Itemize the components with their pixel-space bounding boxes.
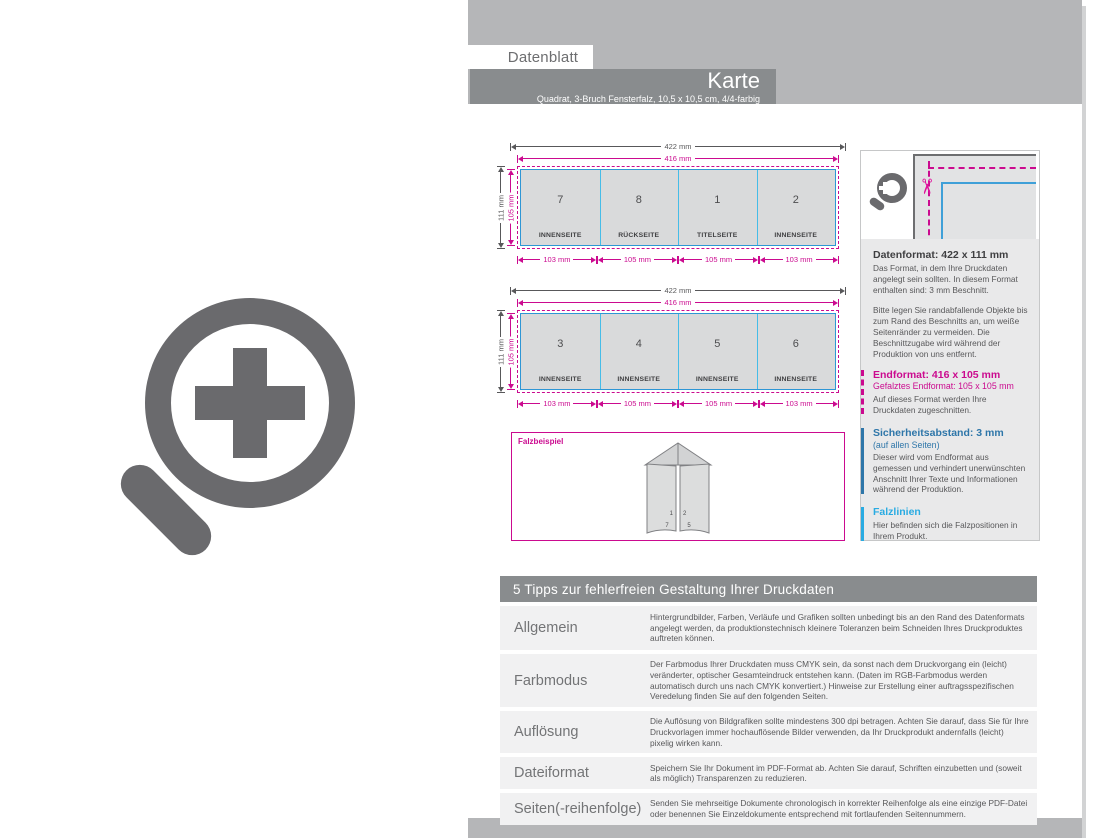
sicherheitsabstand-accent xyxy=(861,428,864,494)
table-row xyxy=(500,606,1037,650)
tip-label: Dateiformat xyxy=(514,765,589,782)
plus-icon xyxy=(233,348,267,458)
panel-label: RÜCKSEITE xyxy=(618,232,660,239)
tip-text: Senden Sie mehrseitige Dokumente chronologisch in korrekter Reihenfolge als eine einzige PDF-Datei oder benennen Sie Einzeldokumente entsprechend mit fortlaufenden Seitennummern. xyxy=(650,798,1028,820)
panel-number: 4 xyxy=(635,338,642,350)
panel-label: INNENSEITE xyxy=(774,232,818,239)
scissors-icon: ✂ xyxy=(914,177,938,196)
plus-icon xyxy=(883,182,887,194)
sheet-endformat xyxy=(520,313,836,390)
table-row xyxy=(500,654,1037,707)
dimension-height-outer xyxy=(496,310,505,393)
endformat-line xyxy=(941,182,943,239)
tips-table xyxy=(500,606,1037,829)
dimension-panel-width: 105 mm xyxy=(678,399,759,408)
section-paragraph: Hier befinden sich die Falzpositionen in Ihrem Produkt. xyxy=(873,520,1018,542)
sheet-bleed-frame xyxy=(517,166,839,249)
section-paragraph: Das Format, in dem Ihre Druckdaten angelegt sein sollten. In diesem Format enthalten sind: 3 mm Beschnitt. xyxy=(873,263,1018,295)
panel-width-dimensions xyxy=(517,255,839,264)
dim-label: 105 mm xyxy=(505,193,515,222)
panel-label: INNENSEITE xyxy=(695,376,739,383)
panel-number: 7 xyxy=(557,194,564,206)
section-paragraph: Auf dieses Format werden Ihre Druckdaten zugeschnitten. xyxy=(873,393,987,415)
page-subtitle: Quadrat, 3-Bruch Fensterfalz, 10,5 x 10,5 cm, 4/4-farbig xyxy=(536,93,760,104)
panel-number: 2 xyxy=(792,194,799,206)
zoom-in-icon xyxy=(110,298,360,560)
bleed-illustration xyxy=(861,151,1039,239)
panel-label: INNENSEITE xyxy=(538,376,582,383)
dimension-panel-width: 103 mm xyxy=(517,399,597,408)
fold-example-illustration xyxy=(635,437,721,537)
dim-label: 111 mm xyxy=(495,338,505,365)
section-heading: Falzlinien xyxy=(873,506,921,519)
dim-label: 422 mm xyxy=(664,285,692,295)
tip-label: Farbmodus xyxy=(514,672,588,689)
sheet-endformat xyxy=(520,169,836,246)
dimension-width-inner xyxy=(517,298,839,307)
panel-width-dimensions xyxy=(517,399,839,408)
falzlinien-accent xyxy=(861,507,864,541)
section-heading: Datenformat: 422 x 111 mm xyxy=(873,249,1009,261)
dimension-panel-width: 103 mm xyxy=(517,255,597,264)
table-row xyxy=(500,793,1037,825)
fold-digit: 2 xyxy=(683,511,687,517)
tip-label: Auflösung xyxy=(514,724,579,741)
fold-example-label: Falzbeispiel xyxy=(518,437,564,446)
section-datenformat xyxy=(873,249,1029,359)
section-falzlinien xyxy=(873,506,1029,542)
panel-number: 1 xyxy=(714,194,721,206)
section-subheading: (auf allen Seiten) xyxy=(873,439,940,450)
info-sidebar xyxy=(860,150,1040,541)
panel-number: 3 xyxy=(557,338,564,350)
fold-example-box xyxy=(511,432,845,541)
section-paragraph: Dieser wird vom Endformat aus gemessen und verhindert unerwünschten Anschnitt Ihrer Texte und Informationen während der Produktion. xyxy=(873,452,1026,495)
sheet-corner-detail xyxy=(913,154,1036,239)
panel-label: INNENSEITE xyxy=(617,376,661,383)
dimension-panel-width: 105 mm xyxy=(597,255,678,264)
tip-label: Seiten(-reihenfolge) xyxy=(514,801,642,818)
tab-label: Datenblatt xyxy=(507,48,579,66)
fold-digit: 7 xyxy=(665,523,669,529)
page-title: Karte xyxy=(707,68,760,94)
tip-text: Hintergrundbilder, Farben, Verläufe und Grafiken sollten unbedingt bis an den Rand des Datenformats angelegt werden, da produktionstechnisch kleinere Toleranzen beim Schneiden Ihres Druckproduktes auftreten können. xyxy=(650,611,1025,644)
dim-label: 111 mm xyxy=(495,194,505,221)
fold-digit: 5 xyxy=(687,523,691,529)
dimension-panel-width: 105 mm xyxy=(597,399,678,408)
tip-text: Die Auflösung von Bildgrafiken sollte mindestens 300 dpi betragen. Achten Sie darauf, dass Sie für Ihre Druckvorlagen immer hochauflösende Bilder verwenden, da Ihr Druckprodukt andernfalls (leicht) pixelig wirken kann. xyxy=(650,716,1029,748)
dimension-width-inner xyxy=(517,154,839,163)
section-heading: Endformat: 416 x 105 mm xyxy=(873,369,1001,382)
sidebar-text xyxy=(861,239,1039,540)
tip-text: Der Farbmodus Ihrer Druckdaten muss CMYK sein, da sonst nach dem Druckvorgang ein (leicht) veränderter, optischer Gesamteindruck entstehen kann. (Daten im RGB-Farbmodus werden automatisch durch uns nach CMYK konvertiert.) Hinweise zur Erstellung einer auftragsspezifischen Veredelung finden Sie auf den folgenden Seiten. xyxy=(650,659,1014,702)
table-row xyxy=(500,711,1037,753)
endformat-accent xyxy=(861,370,864,414)
sheet-diagram-back xyxy=(495,284,847,416)
sheet-diagram-front xyxy=(495,140,847,272)
tab-notch xyxy=(468,45,493,69)
bleed-line xyxy=(928,167,1036,169)
sheet-bleed-frame xyxy=(517,310,839,393)
table-row xyxy=(500,757,1037,789)
section-subheading: Gefalztes Endformat: 105 x 105 mm xyxy=(873,381,1014,392)
dim-label: 416 mm xyxy=(664,153,692,163)
cut-line xyxy=(928,161,930,239)
panel-number: 5 xyxy=(714,338,721,350)
page-shadow xyxy=(1082,6,1086,838)
dimension-panel-width: 105 mm xyxy=(678,255,759,264)
tips-title: 5 Tipps zur fehlerfreien Gestaltung Ihrer Druckdaten xyxy=(513,581,835,597)
dimension-width-outer xyxy=(510,142,846,151)
section-endformat xyxy=(873,369,1029,415)
tip-text: Speichern Sie Ihr Dokument im PDF-Format ab. Achten Sie darauf, Schriften einzubetten und (soweit als möglich) Transparenzen zu reduzieren. xyxy=(650,762,1022,784)
endformat-line xyxy=(941,182,1036,184)
title-band xyxy=(470,69,776,104)
panel-number: 8 xyxy=(635,194,642,206)
section-paragraph: Bitte legen Sie randabfallende Objekte bis zum Rand des Beschnitts an, um weiße Seitenränder zu vermeiden. Die Beschnittzugabe wird während der Produktion von uns entfernt. xyxy=(873,305,1028,359)
tip-label: Allgemein xyxy=(514,620,578,636)
panel-number: 6 xyxy=(792,338,799,350)
panel-label: INNENSEITE xyxy=(774,376,818,383)
dimension-width-outer xyxy=(510,286,846,295)
fold-digit: 1 xyxy=(669,511,673,517)
section-sicherheitsabstand xyxy=(873,427,1029,495)
panel-label: INNENSEITE xyxy=(538,232,582,239)
dim-label: 422 mm xyxy=(664,141,692,151)
dimension-panel-width: 103 mm xyxy=(759,399,839,408)
tips-header xyxy=(500,576,1037,602)
tab-datenblatt xyxy=(493,45,593,69)
dimension-height-inner xyxy=(506,169,515,246)
panel-label: TITELSEITE xyxy=(696,232,738,239)
dimension-height-outer xyxy=(496,166,505,249)
dim-label: 105 mm xyxy=(505,337,515,366)
dimension-height-inner xyxy=(506,313,515,390)
dim-label: 416 mm xyxy=(664,297,692,307)
section-heading: Sicherheitsabstand: 3 mm xyxy=(873,427,1004,440)
dimension-panel-width: 103 mm xyxy=(759,255,839,264)
zoom-in-icon xyxy=(870,173,910,215)
